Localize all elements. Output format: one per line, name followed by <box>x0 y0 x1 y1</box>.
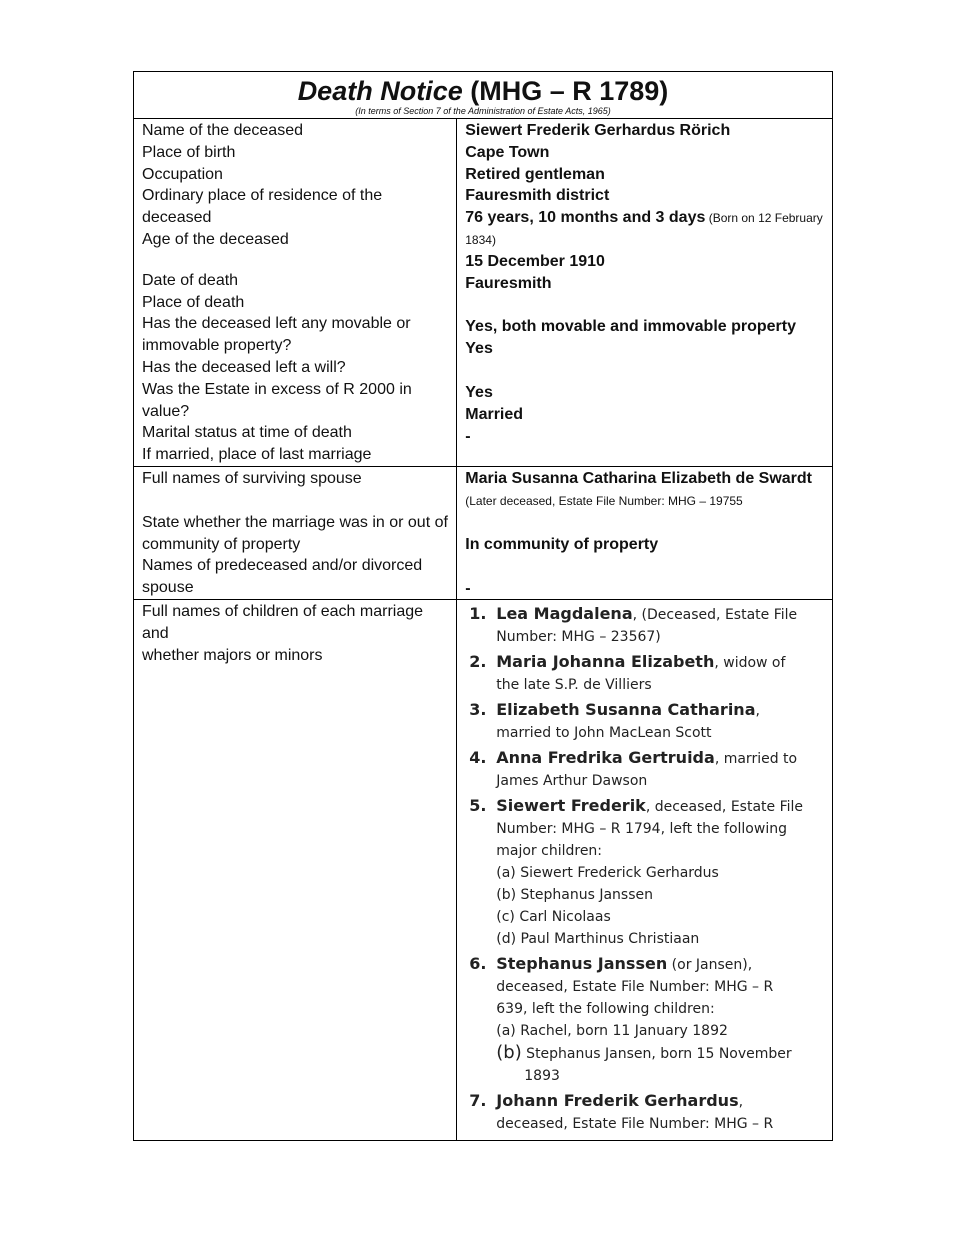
child-detail-line: (c) Carl Nicolaas <box>496 909 611 926</box>
deceased-answers <box>457 119 833 467</box>
child-detail-line: (a) Rachel, born 11 January 1892 <box>496 1023 728 1040</box>
page-title: Death Notice (MHG – R 1789) <box>297 76 669 106</box>
child-detail: , <box>738 1094 744 1111</box>
child-detail-line: deceased, Estate File Number: MHG – R <box>496 979 774 996</box>
child-name: Maria Johanna Elizabeth <box>496 652 715 672</box>
child-name: Siewert Frederik <box>496 796 646 816</box>
child-item <box>465 953 824 1087</box>
child-item <box>465 651 824 696</box>
child-item <box>465 1090 824 1135</box>
deceased-details-row <box>134 119 833 467</box>
child-number: 6. <box>469 954 487 974</box>
answer-spouse: Maria Susanna Catharina Elizabeth de Swardt <box>465 469 813 487</box>
children-question <box>134 600 457 1141</box>
child-detail: (or Jansen), <box>667 957 753 974</box>
child-detail-line: Number: MHG – 23567) <box>496 629 661 646</box>
child-item <box>465 699 824 744</box>
children-row <box>134 600 833 1141</box>
child-detail-line: (a) Siewert Frederick Gerhardus <box>496 865 719 882</box>
child-detail-line: James Arthur Dawson <box>496 773 648 790</box>
answer-marriage-place: - <box>465 427 471 445</box>
question-estate-2: value? <box>142 402 190 420</box>
child-detail-line: the late S.P. de Villiers <box>496 677 652 694</box>
question-will: Has the deceased left a will? <box>142 358 346 376</box>
question-community-1: State whether the marriage was in or out of <box>142 513 448 531</box>
child-number: 3. <box>469 700 487 720</box>
child-detail: , (Deceased, Estate File <box>632 607 798 624</box>
answer-predeceased: - <box>465 579 471 597</box>
child-detail-line <box>496 1042 824 1065</box>
child-detail-line: deceased, Estate File Number: MHG – R <box>496 1116 774 1133</box>
child-number: 5. <box>469 796 487 816</box>
question-property-1: Has the deceased left any movable or <box>142 315 411 333</box>
death-notice-page <box>133 71 833 1141</box>
question-predeceased-2: spouse <box>142 579 194 597</box>
answer-community: In community of property <box>465 535 659 553</box>
question-occupation: Occupation <box>142 165 223 183</box>
spouse-questions <box>134 466 457 599</box>
child-detail-line: 1893 <box>524 1068 560 1085</box>
question-date-of-death: Date of death <box>142 271 239 289</box>
spouse-answers <box>457 466 833 599</box>
child-number: 4. <box>469 748 487 768</box>
question-name: Name of the deceased <box>142 122 303 139</box>
question-marriage-place: If married, place of last marriage <box>142 446 372 464</box>
answer-occupation: Retired gentleman <box>465 165 605 183</box>
child-name: Stephanus Janssen <box>496 954 668 974</box>
title-row <box>134 72 833 119</box>
subitem-label: (b) <box>496 1042 522 1064</box>
question-children-1: Full names of children of each marriage and <box>142 603 424 643</box>
question-birthplace: Place of birth <box>142 143 236 161</box>
child-item <box>465 603 824 648</box>
answer-spouse-note: (Later deceased, Estate File Number: MHG – 19755 <box>465 493 743 508</box>
subitem-text: Stephanus Jansen, born 15 November <box>521 1046 792 1063</box>
child-detail-line: (d) Paul Marthinus Christiaan <box>496 931 700 948</box>
answer-date-of-death: 15 December 1910 <box>465 252 605 270</box>
child-name: Elizabeth Susanna Catharina <box>496 700 756 720</box>
child-detail-line: (b) Stephanus Janssen <box>496 887 653 904</box>
question-marital-status: Marital status at time of death <box>142 424 352 442</box>
child-item <box>465 747 824 792</box>
child-detail-line: major children: <box>496 843 603 860</box>
question-spouse: Full names of surviving spouse <box>142 469 362 487</box>
title-cell <box>134 72 833 119</box>
question-predeceased-1: Names of predeceased and/or divorced <box>142 557 423 575</box>
question-age: Age of the deceased <box>142 230 289 248</box>
child-name: Anna Fredrika Gertruida <box>496 748 715 768</box>
child-item <box>465 795 824 950</box>
child-detail-line: Number: MHG – R 1794, left the following <box>496 821 787 838</box>
question-community-2: community of property <box>142 535 301 553</box>
question-property-2: immovable property? <box>142 337 292 355</box>
child-name: Johann Frederik Gerhardus <box>496 1091 739 1111</box>
deceased-questions <box>134 119 457 467</box>
answer-residence: Fauresmith district <box>465 187 610 205</box>
child-number: 1. <box>469 604 487 624</box>
spouse-details-row <box>134 466 833 599</box>
answer-property: Yes, both movable and immovable property <box>465 318 796 336</box>
question-residence: Ordinary place of residence of the deceased <box>142 187 383 227</box>
death-notice-table <box>133 71 833 1141</box>
child-name: Lea Magdalena <box>496 604 633 624</box>
answer-name: Siewert Frederik Gerhardus Rörich <box>465 122 731 139</box>
children-answers <box>457 600 833 1141</box>
answer-marital-status: Married <box>465 405 524 423</box>
question-place-of-death: Place of death <box>142 293 245 311</box>
page-subtitle: (In terms of Section 7 of the Administration of Estate Acts, 1965) <box>355 106 611 116</box>
answer-birthplace: Cape Town <box>465 143 550 161</box>
child-detail-line: married to John MacLean Scott <box>496 725 712 742</box>
child-number: 7. <box>469 1091 487 1111</box>
children-list <box>465 603 824 1135</box>
child-detail: , widow of <box>714 655 786 672</box>
child-number: 2. <box>469 652 487 672</box>
answer-will: Yes <box>465 340 493 358</box>
question-estate-1: Was the Estate in excess of R 2000 in <box>142 380 412 398</box>
child-detail: , deceased, Estate File <box>645 799 803 816</box>
child-detail: , <box>755 703 760 720</box>
answer-estate: Yes <box>465 383 493 401</box>
question-children-2: whether majors or minors <box>142 646 323 664</box>
answer-age-note: (Born on 12 February 1834) <box>465 211 823 247</box>
child-detail: , married to <box>714 751 798 768</box>
child-detail-line: 639, left the following children: <box>496 1001 715 1018</box>
answer-age: 76 years, 10 months and 3 days (Born on 12 February 1834) <box>465 209 823 247</box>
answer-place-of-death: Fauresmith <box>465 274 552 292</box>
